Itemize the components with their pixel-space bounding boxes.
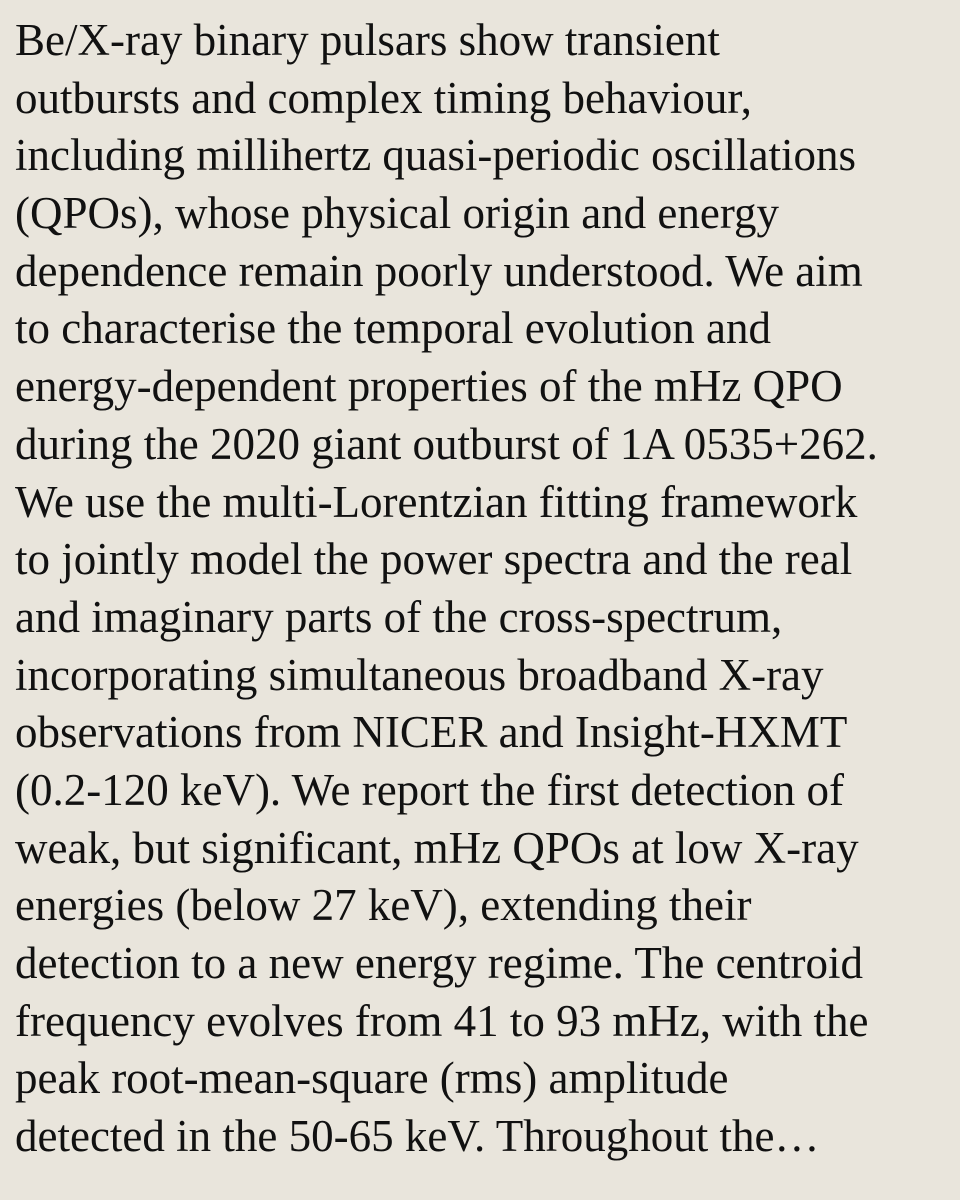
text-line: energy-dependent properties of the mHz QPO: [15, 361, 843, 412]
text-line: dependence remain poorly understood. We aim: [15, 245, 863, 296]
text-line: (QPOs), whose physical origin and energy: [15, 188, 780, 239]
text-line: peak root-mean-square (rms) amplitude: [15, 1053, 729, 1104]
text-line: (0.2-120 keV). We report the first detection of: [15, 764, 845, 815]
text-line: to characterise the temporal evolution and: [15, 303, 771, 354]
text-line: frequency evolves from 41 to 93 mHz, with the: [15, 995, 869, 1046]
abstract-text: [15, 12, 955, 1166]
text-line: energies (below 27 keV), extending their: [15, 880, 752, 931]
text-line: outbursts and complex timing behaviour,: [15, 72, 752, 123]
text-line: Be/X-ray binary pulsars show transient: [15, 15, 720, 65]
text-line: detection to a new energy regime. The centroid: [15, 938, 864, 988]
text-line: We use the multi-Lorentzian fitting framework: [15, 476, 858, 527]
text-line: including millihertz quasi-periodic oscillations: [15, 130, 857, 181]
text-line: incorporating simultaneous broadband X-ray: [15, 649, 824, 700]
text-line: observations from NICER and Insight-HXMT: [15, 707, 848, 758]
text-line: detected in the 50-65 keV. Throughout the…: [15, 1111, 820, 1162]
text-line: during the 2020 giant outburst of 1A 0535+262.: [15, 418, 878, 469]
text-line: weak, but significant, mHz QPOs at low X-ray: [15, 822, 859, 873]
text-line: to jointly model the power spectra and the real: [15, 534, 853, 585]
text-line: and imaginary parts of the cross-spectrum,: [15, 591, 783, 642]
